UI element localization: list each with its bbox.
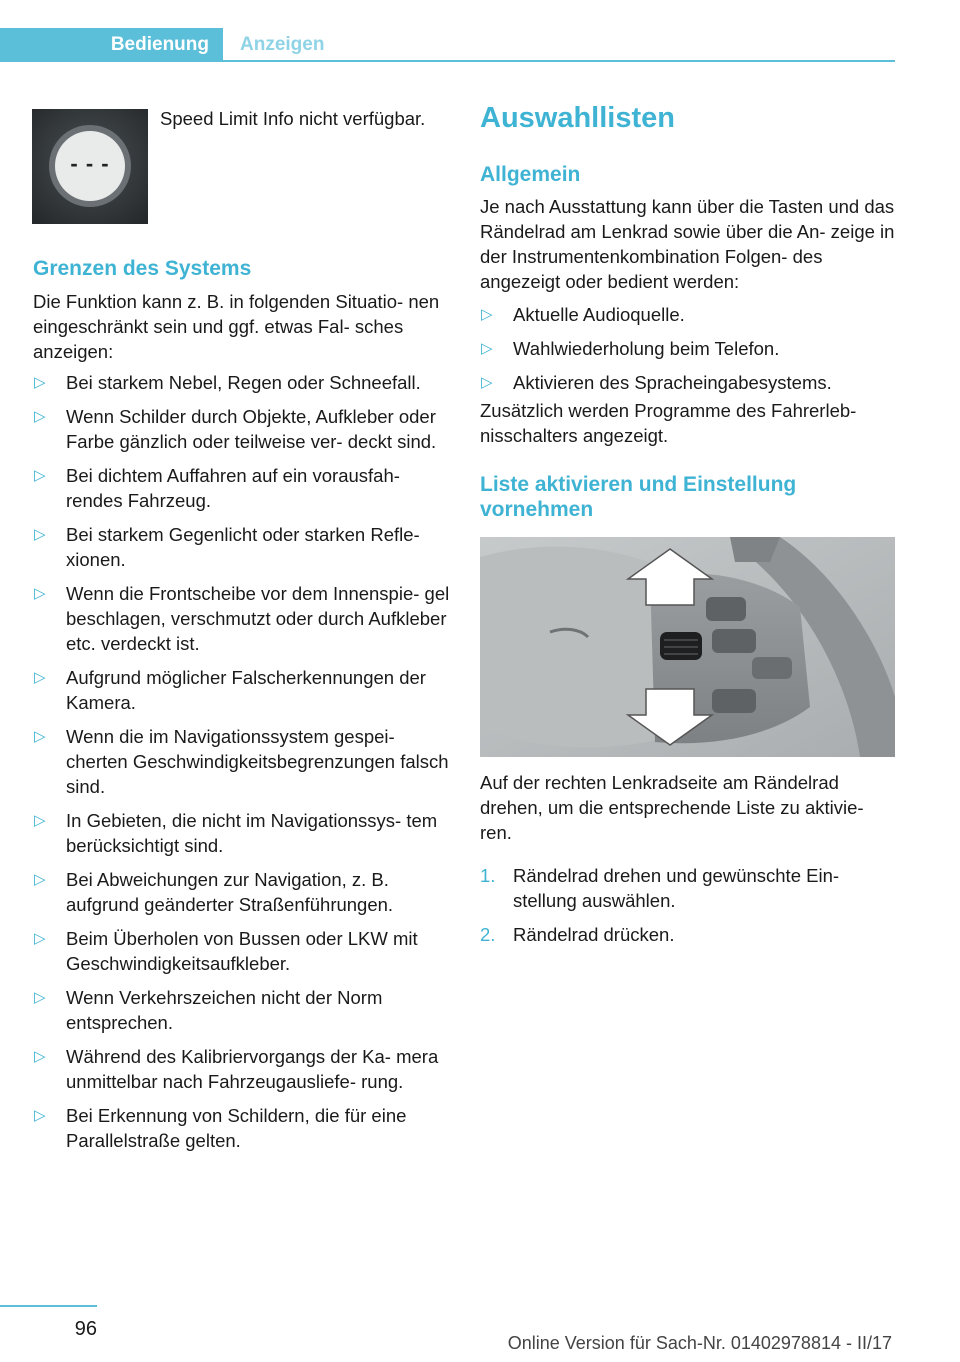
list-item: ▷ Aktivieren des Spracheingabesystems. [481,372,832,393]
bullet-triangle-icon: ▷ [34,930,46,947]
list-item: ▷ In Gebieten, die nicht im Navigationssys‐ tem berücksichtigt sind. [34,810,438,856]
page-number: 96 [74,1318,97,1340]
list-item: ▷ Wenn Schilder durch Objekte, Aufkleber oder Farbe gänzlich oder teilweise ver‐ deckt sind. [34,406,437,452]
bullet-triangle-icon: ▷ [34,408,46,425]
bullet-triangle-icon: ▷ [34,1107,46,1124]
list-item: ▷ Beim Überholen von Bussen oder LKW mit Geschwindigkeitsaufkleber. [34,928,418,974]
bullet-triangle-icon: ▷ [34,1048,46,1065]
section-heading-liste-aktivieren: Liste aktivieren und Einstellung vornehmen [480,473,797,521]
online-version-note: Online Version für Sach-Nr. 01402978814 - II/17 [507,1333,892,1353]
list-item: ▷ Wenn die im Navigationssystem gespei‐ cherten Geschwindigkeitsbegrenzungen falsch sind. [34,726,449,797]
display-options-list [480,302,900,404]
bullet-triangle-icon: ▷ [34,467,46,484]
step-number: 2. [480,924,496,945]
list-item: ▷ Bei starkem Gegenlicht oder starken Refle‐ xionen. [34,524,420,570]
sign-dashes: - - - [70,151,110,176]
list-item: ▷ Bei dichtem Auffahren auf ein vorausfah‐ rendes Fahrzeug. [34,465,400,511]
list-item: ▷ Aktuelle Audioquelle. [481,304,685,325]
section-heading-grenzen: Grenzen des Systems [33,257,252,280]
list-item: ▷ Aufgrund möglicher Falscherkennungen der Kamera. [34,667,426,713]
list-item: ▷ Bei Erkennung von Schildern, die für eine Parallelstraße gelten. [34,1105,407,1151]
steering-wheel-illustration [480,537,895,757]
list-item: ▷ Wenn die Frontscheibe vor dem Innenspie‐ gel beschlagen, verschmutzt oder durch Aufkleber etc. verdeckt ist. [34,583,450,654]
bullet-triangle-icon: ▷ [34,728,46,745]
step-number: 1. [480,865,496,886]
header-rule [223,60,895,62]
limitations-list [33,370,453,1162]
list-item: ▷ Während des Kalibriervorgangs der Ka‐ mera unmittelbar nach Fahrzeugausliefe‐ rung. [34,1046,439,1092]
allgemein-intro: Je nach Ausstattung kann über die Tasten und das Rändelrad am Lenkrad sowie über die An‐ zeige in der Instrumentenkombination Folgen‐ des angezeigt oder bedient werden: [480,196,895,292]
header-tab-anzeigen[interactable]: Anzeigen [240,34,325,55]
bullet-triangle-icon: ▷ [34,989,46,1006]
list-item: ▷ Wenn Verkehrszeichen nicht der Norm entsprechen. [34,987,383,1033]
list-item: ▷ Bei Abweichungen zur Navigation, z. B. aufgrund geänderter Straßenführungen. [34,869,394,915]
section-intro: Die Funktion kann z. B. in folgenden Situatio‐ nen eingeschränkt sein und ggf. etwas Fal‐ sches anzeigen: [33,291,440,362]
bullet-triangle-icon: ▷ [481,374,493,391]
footer-rule [0,1305,97,1307]
header-tab-bedienung[interactable]: Bedienung [0,28,223,62]
section-heading-allgemein: Allgemein [480,163,581,186]
list-item: ▷ Bei starkem Nebel, Regen oder Schneefall. [34,372,421,393]
step-item: 2. Rändelrad drücken. [480,924,675,945]
bullet-triangle-icon: ▷ [34,669,46,686]
bullet-triangle-icon: ▷ [34,585,46,602]
step-item: 1. Rändelrad drehen und gewünschte Ein‐ stellung auswählen. [480,865,840,911]
list-item: ▷ Wahlwiederholung beim Telefon. [481,338,780,359]
bullet-triangle-icon: ▷ [481,340,493,357]
image-caption: Speed Limit Info nicht verfügbar. [160,108,426,129]
bullet-triangle-icon: ▷ [34,871,46,888]
image-caption-right: Auf der rechten Lenkradseite am Rändelrad drehen, um die entsprechende Liste zu aktivie‐ ren. [480,772,864,843]
speed-limit-unavailable-image [32,109,148,224]
steering-wheel-thumbwheel-image [480,537,895,757]
after-list-text: Zusätzlich werden Programme des Fahrerleb‐ nisschalters angezeigt. [480,400,857,446]
bullet-triangle-icon: ▷ [481,306,493,323]
steps-list [480,863,900,956]
bullet-triangle-icon: ▷ [34,526,46,543]
bullet-triangle-icon: ▷ [34,812,46,829]
bullet-triangle-icon: ▷ [34,374,46,391]
page-title-auswahllisten: Auswahllisten [480,102,675,134]
